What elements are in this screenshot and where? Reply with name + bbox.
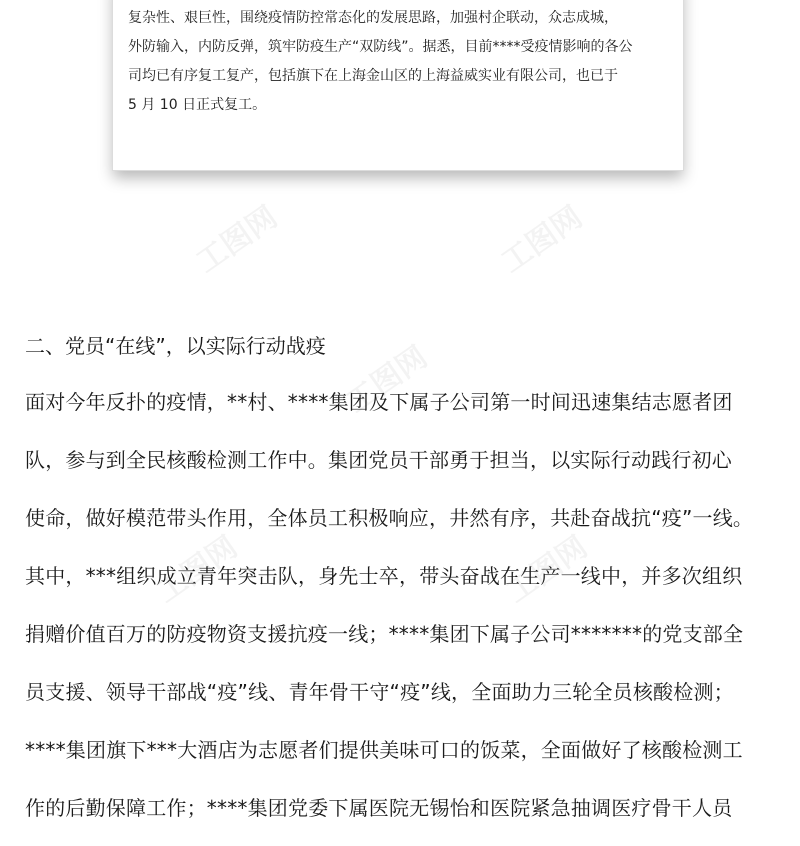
body-line: 作的后勤保障工作；****集团党委下属医院无锡怡和医院紧急抽调医疗骨干人员 [25, 796, 733, 820]
body-line: 队，参与到全民核酸检测工作中。集团党员干部勇于担当，以实际行动践行初心 [25, 448, 732, 472]
watermark [186, 193, 285, 281]
card-line: 复杂性、艰巨性，围绕疫情防控常态化的发展思路，加强村企联动，众志成城， [128, 10, 618, 26]
body-line: 使命，做好模范带头作用，全体员工积极响应，井然有序，共赴奋战抗“疫”一线。 [25, 506, 754, 530]
section-body [25, 382, 753, 846]
quote-card [113, 0, 683, 170]
body-line: 其中，***组织成立青年突击队，身先士卒，带头奋战在生产一线中，并多次组织 [25, 564, 743, 588]
watermark [491, 193, 590, 281]
body-line: 面对今年反扑的疫情，**村、****集团及下属子公司第一时间迅速集结志愿者团 [25, 390, 733, 414]
body-line: ****集团旗下***大酒店为志愿者们提供美味可口的饭菜，全面做好了核酸检测工 [25, 738, 743, 762]
body-line: 员支援、领导干部战“疫”线、青年骨干守“疫”线，全面助力三轮全员核酸检测； [25, 680, 734, 704]
section-heading: 二、党员“在线”，以实际行动战疫 [25, 334, 326, 358]
card-line: 司均已有序复工复产，包括旗下在上海金山区的上海益威实业有限公司，也已于 [128, 68, 618, 84]
card-line: 外防输入，内防反弹，筑牢防疫生产“双防线”。据悉，目前****受疫情影响的各公 [128, 39, 633, 55]
body-line: 捐赠价值百万的防疫物资支援抗疫一线；****集团下属子公司*******的党支部全 [25, 622, 744, 646]
card-line: 5 月 10 日正式复工。 [128, 97, 267, 113]
card-text [128, 4, 633, 120]
